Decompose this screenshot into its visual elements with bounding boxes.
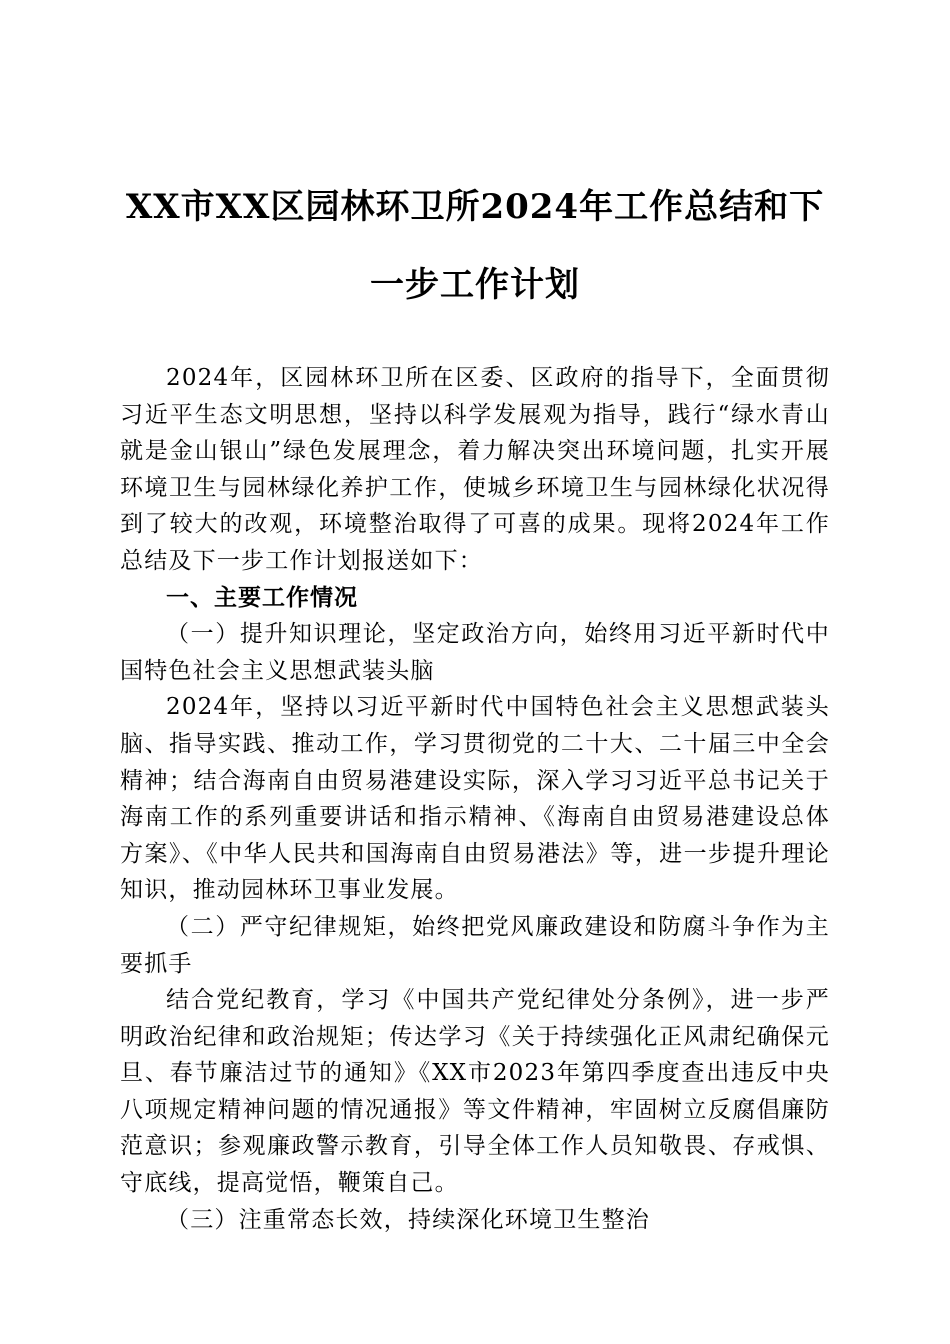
document-title xyxy=(110,168,840,324)
subsection-heading-2: （二）严守纪律规矩，始终把党风廉政建设和防腐斗争作为主要抓手 xyxy=(120,913,830,977)
section-heading-main-work: 一、主要工作情况 xyxy=(166,584,358,611)
document-body xyxy=(120,360,830,1238)
subsection-body-1: 2024年，坚持以习近平新时代中国特色社会主义思想武装头脑、指导实践、推动工作，学习贯彻党的二十大、二十届三中全会精神；结合海南自由贸易港建设实际，深入学习习近平总书记关于海南工作的系列重要讲话和指示精神、《海南自由贸易港建设总体方案》、《中华人民共和国海南自由贸易港法》等，进一步提升理论知识，推动园林环卫事业发展。 xyxy=(120,694,830,904)
subsection-body-2: 结合党纪教育，学习《中国共产党纪律处分条例》，进一步严明政治纪律和政治规矩；传达学习《关于持续强化正风肃纪确保元旦、春节廉洁过节的通知》《XX市2023年第四季度查出违反中央八项规定精神问题的情况通报》等文件精神，牢固树立反腐倡廉防范意识；参观廉政警示教育，引导全体工作人员知敬畏、存戒惧、守底线，提高觉悟，鞭策自己。 xyxy=(120,987,830,1197)
subsection-heading-1: （一）提升知识理论，坚定政治方向，始终用习近平新时代中国特色社会主义思想武装头脑 xyxy=(120,621,830,684)
title-line-1: XX市XX区园林环卫所2024年工作总结和下 xyxy=(125,187,825,227)
subsection-heading-3: （三）注重常态长效，持续深化环境卫生整治 xyxy=(166,1206,650,1233)
intro-paragraph: 2024年，区园林环卫所在区委、区政府的指导下，全面贯彻习近平生态文明思想，坚持以科学发展观为指导，践行“绿水青山就是金山银山”绿色发展理念，着力解决突出环境问题，扎实开展环境卫生与园林绿化养护工作，使城乡环境卫生与园林绿化状况得到了较大的改观，环境整治取得了可喜的成果。现将2024年工作总结及下一步工作计划报送如下： xyxy=(120,365,830,574)
title-line-2: 一步工作计划 xyxy=(370,265,580,305)
